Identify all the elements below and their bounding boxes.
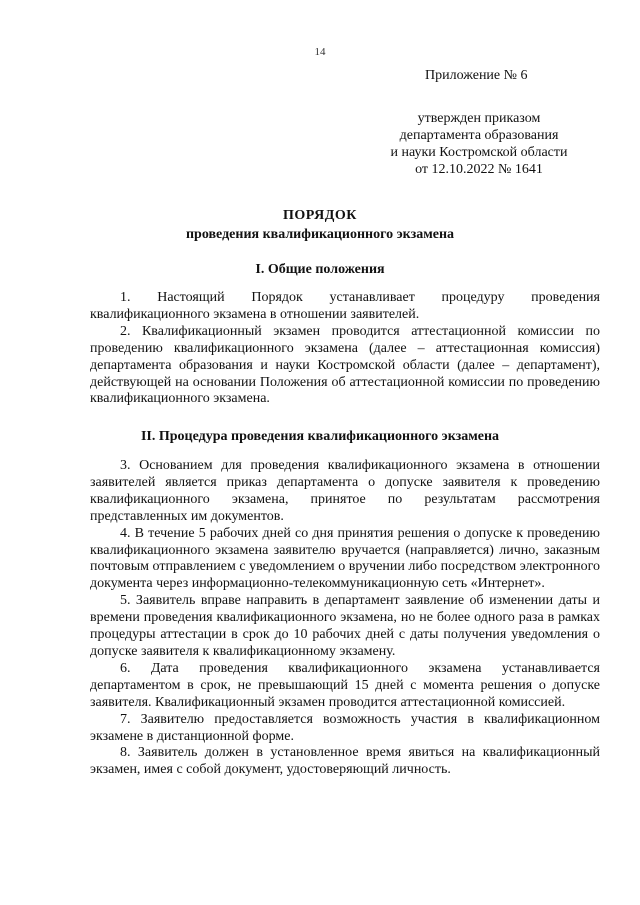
- section-procedure-body: [90, 458, 600, 779]
- approval-line: департамента образования: [399, 128, 559, 143]
- approval-line: утвержден приказом: [417, 111, 541, 126]
- document-subtitle: проведения квалификационного экзамена: [185, 227, 455, 242]
- paragraph: 7. Заявителю предоставляется возможность участия в квалификационном экзамене в дистанционной форме.: [90, 711, 600, 744]
- section-heading-general: I. Общие положения: [255, 262, 385, 277]
- page-number: 14: [314, 46, 326, 58]
- appendix-label: Приложение № 6: [425, 68, 528, 83]
- paragraph: 2. Квалификационный экзамен проводится аттестационной комиссии по проведению квалификационного экзамена (далее – аттестационная комиссия) департамента образования и науки Костромской области (далее – департамент), действующей на основании Положения об аттестационной комиссии по проведению квалификационного экзамена.: [90, 323, 600, 407]
- approval-line: от 12.10.2022 № 1641: [415, 162, 543, 177]
- approval-block: [350, 110, 608, 178]
- section-heading-procedure: II. Процедура проведения квалификационного экзамена: [140, 429, 500, 444]
- document-title: ПОРЯДОК: [283, 208, 357, 223]
- section-general-body: [90, 290, 600, 408]
- paragraph: 5. Заявитель вправе направить в департамент заявление об изменении даты и времени проведения квалификационного экзамена, но не более одного раза в рамках процедуры аттестации в срок до 10 рабочих дней с даты получения уведомления о допуске заявителя к квалификационному экзамену.: [90, 593, 600, 659]
- document-title-block: [0, 207, 640, 243]
- approval-line: и науки Костромской области: [390, 145, 568, 160]
- paragraph: 1. Настоящий Порядок устанавливает процедуру проведения квалификационного экзамена в отношении заявителей.: [90, 290, 600, 322]
- paragraph: 6. Дата проведения квалификационного экзамена устанавливается департаментом в срок, не превышающий 15 дней с момента решения о допуске заявителя. Квалификационный экзамен проводится аттестационной комиссией.: [90, 660, 600, 710]
- paragraph: 8. Заявитель должен в установленное время явиться на квалификационный экзамен, имея с собой документ, удостоверяющий личность.: [90, 745, 600, 778]
- paragraph: 3. Основанием для проведения квалификационного экзамена в отношении заявителей является приказ департамента о допуске заявителя к проведению квалификационного экзамена, принятое по результатам рассмотрения представленных им документов.: [90, 458, 600, 524]
- paragraph: 4. В течение 5 рабочих дней со дня принятия решения о допуске к проведению квалификационного экзамена заявителю вручается (направляется) лично, заказным почтовым отправлением с уведомлением о вручении либо посредством электронного документа через информационно-телекоммуникационную сеть «Интернет».: [90, 525, 600, 592]
